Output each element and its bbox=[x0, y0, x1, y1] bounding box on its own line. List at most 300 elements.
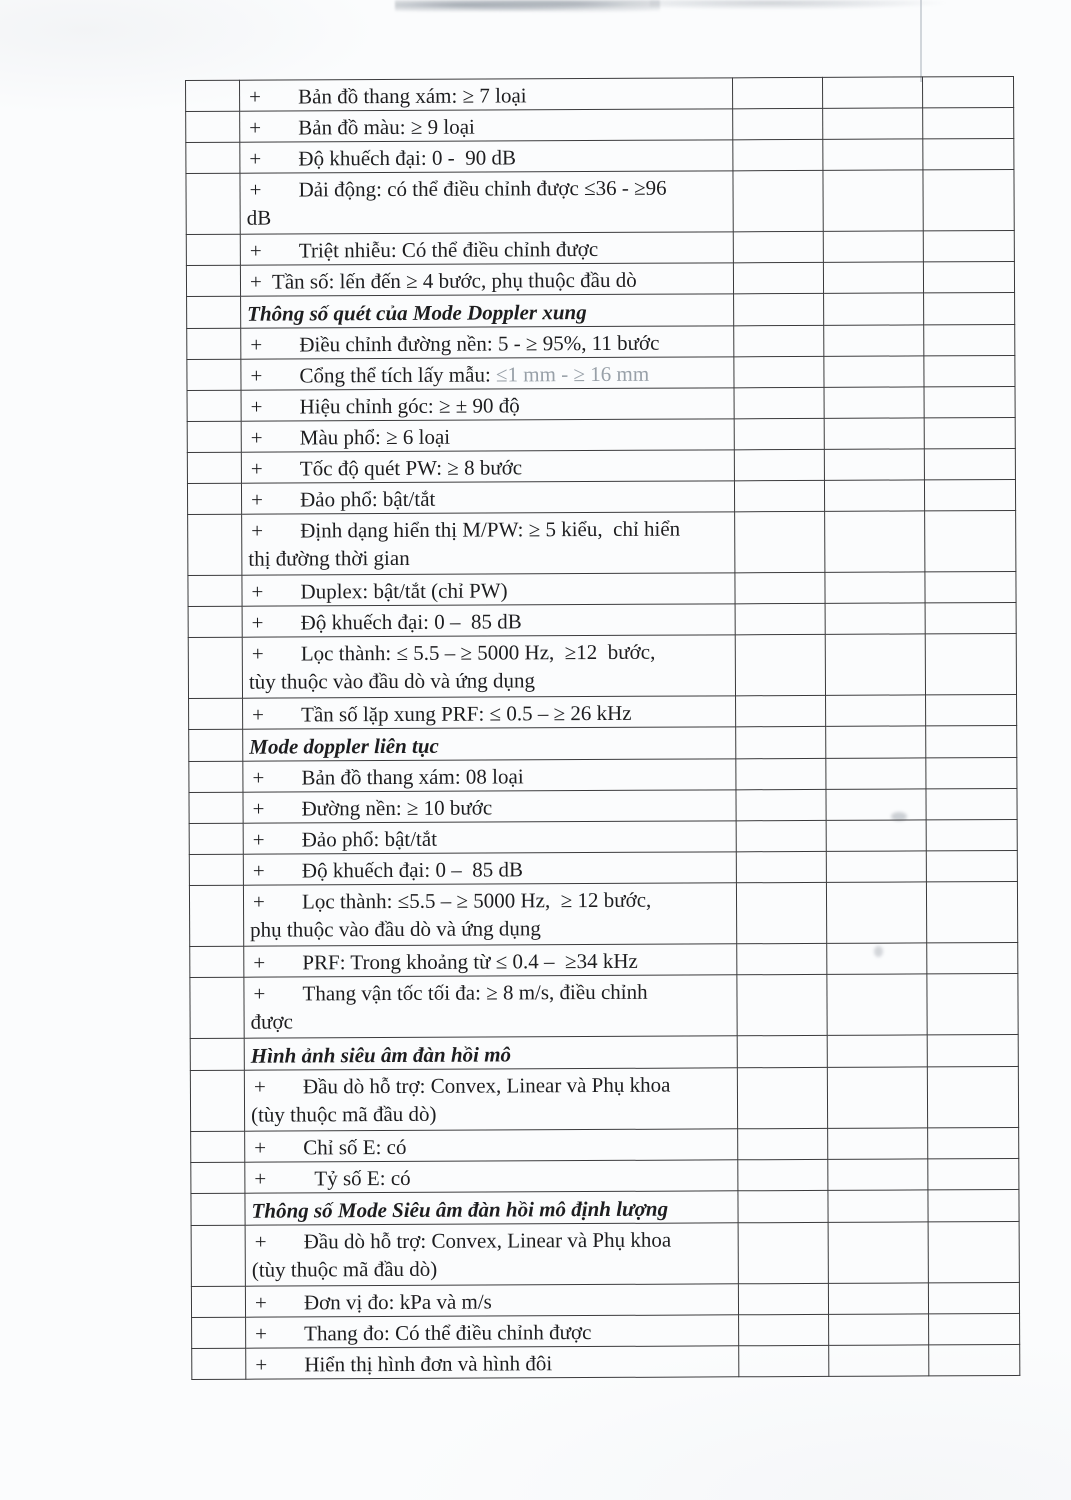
cell-empty bbox=[924, 355, 1015, 386]
table-row bbox=[188, 510, 1016, 575]
cell-index-empty bbox=[188, 606, 242, 637]
spec-line bbox=[240, 78, 732, 110]
cell-index-empty bbox=[186, 173, 240, 234]
cell-specification bbox=[241, 450, 734, 483]
spec-line bbox=[241, 232, 733, 264]
cell-empty bbox=[926, 819, 1017, 850]
table-row bbox=[186, 138, 1014, 173]
cell-specification bbox=[245, 1223, 738, 1286]
spec-text: Thang vận tốc tối đa: ≥ 8 m/s, điều chỉnh bbox=[302, 979, 648, 1006]
spec-text: Đầu dò hỗ trợ: Convex, Linear và Phụ khoa bbox=[303, 1227, 672, 1254]
cell-specification bbox=[243, 759, 736, 792]
cell-empty bbox=[824, 449, 924, 480]
table-row bbox=[187, 417, 1015, 452]
cell-index-empty bbox=[190, 1070, 244, 1131]
table-row bbox=[187, 448, 1015, 483]
cell-specification bbox=[243, 852, 736, 885]
cell-empty bbox=[924, 324, 1015, 355]
cell-index-empty bbox=[188, 637, 242, 698]
cell-empty bbox=[829, 1314, 929, 1345]
bullet-plus: + bbox=[254, 1166, 267, 1191]
cell-specification bbox=[242, 604, 735, 637]
cell-index-empty bbox=[191, 1131, 245, 1162]
spec-table bbox=[185, 76, 1020, 1380]
bullet-plus: + bbox=[249, 84, 261, 109]
table-row bbox=[187, 324, 1015, 359]
spec-line bbox=[244, 883, 736, 915]
cell-empty bbox=[825, 511, 925, 572]
spec-line bbox=[240, 140, 732, 172]
cell-specification bbox=[241, 294, 734, 328]
bullet-plus: + bbox=[254, 1290, 267, 1315]
bullet-plus: + bbox=[250, 363, 263, 388]
scan-line-artifact bbox=[920, 0, 922, 82]
cell-empty bbox=[824, 293, 924, 325]
cell-empty bbox=[924, 448, 1015, 479]
cell-index-empty bbox=[189, 698, 243, 729]
bullet-plus: + bbox=[252, 858, 265, 883]
cell-specification bbox=[243, 883, 736, 946]
bullet-plus: + bbox=[251, 610, 264, 635]
cell-index-empty bbox=[191, 1286, 245, 1317]
table-row bbox=[188, 571, 1016, 606]
spec-line bbox=[242, 481, 734, 513]
bullet-plus: + bbox=[250, 425, 263, 450]
spec-text: Dải động: có thể điều chỉnh được ≤36 - ≥96 bbox=[298, 175, 667, 202]
table-row bbox=[191, 1127, 1019, 1162]
cell-specification bbox=[243, 727, 736, 761]
spec-text: Lọc thành: ≤ 5.5 – ≥ 5000 Hz, ≥12 bước, bbox=[300, 639, 656, 666]
spec-text: Tốc độ quét PW: ≥ 8 bước bbox=[299, 455, 523, 481]
spec-text: Cổng thể tích lấy mẫu: bbox=[299, 362, 497, 388]
cell-empty bbox=[925, 510, 1016, 571]
cell-empty bbox=[735, 603, 825, 634]
cell-index-empty bbox=[189, 761, 243, 792]
cell-specification bbox=[245, 1191, 738, 1225]
cell-index-empty bbox=[186, 142, 240, 173]
cell-empty bbox=[828, 1222, 928, 1283]
cell-specification bbox=[245, 1284, 738, 1317]
bullet-plus: + bbox=[255, 1321, 268, 1346]
cell-empty bbox=[825, 634, 925, 695]
cell-empty bbox=[826, 882, 926, 943]
cell-empty bbox=[924, 386, 1015, 417]
spec-text: Độ khuếch đại: 0 – 85 dB bbox=[300, 609, 522, 635]
cell-empty bbox=[928, 1221, 1019, 1282]
scan-smudge-artifact bbox=[650, 0, 950, 10]
spec-line bbox=[246, 1346, 738, 1378]
cell-empty bbox=[922, 76, 1013, 107]
cell-empty bbox=[827, 1067, 927, 1128]
cell-empty bbox=[927, 1066, 1018, 1127]
cell-empty bbox=[734, 325, 824, 356]
bullet-plus: + bbox=[255, 1352, 268, 1377]
cell-empty bbox=[734, 480, 824, 511]
spec-text: Thang đo: Có thể điều chỉnh được bbox=[304, 1320, 592, 1346]
spec-text: Độ khuếch đại: 0 - 90 dB bbox=[298, 145, 516, 171]
cell-specification bbox=[242, 512, 735, 575]
cell-specification bbox=[241, 357, 734, 390]
scan-smudge-artifact bbox=[395, 0, 660, 14]
table-row bbox=[192, 1344, 1020, 1379]
section-header: Mode doppler liên tục bbox=[249, 733, 439, 759]
spec-text: Triệt nhiễu: Có thể điều chỉnh được bbox=[298, 236, 599, 263]
spec-text: Bản đồ thang xám: ≥ 7 loại bbox=[298, 83, 527, 109]
cell-empty bbox=[928, 1158, 1019, 1189]
cell-empty bbox=[926, 881, 1017, 942]
cell-empty bbox=[737, 1035, 827, 1067]
table-row bbox=[187, 479, 1015, 514]
cell-empty bbox=[823, 108, 923, 139]
spec-text: Điều chỉnh đường nền: 5 - ≥ 95%, 11 bước bbox=[299, 330, 660, 357]
spec-line bbox=[243, 790, 735, 822]
table-row bbox=[189, 819, 1017, 854]
cell-empty bbox=[823, 231, 923, 262]
bullet-plus: + bbox=[251, 518, 264, 543]
cell-empty bbox=[823, 262, 923, 293]
cell-empty bbox=[827, 1035, 927, 1067]
cell-empty bbox=[826, 758, 926, 789]
cell-index-empty bbox=[187, 390, 241, 421]
cell-specification bbox=[246, 1315, 739, 1348]
cell-specification bbox=[242, 635, 735, 698]
bullet-plus: + bbox=[249, 269, 262, 294]
cell-empty bbox=[926, 788, 1017, 819]
cell-specification bbox=[240, 109, 733, 142]
bullet-plus: + bbox=[252, 765, 265, 790]
spec-text: Bản đồ màu: ≥ 9 loại bbox=[298, 114, 475, 140]
cell-specification bbox=[240, 263, 733, 296]
spec-text: Duplex: bật/tắt (chỉ PW) bbox=[300, 578, 508, 604]
cell-empty bbox=[829, 1345, 929, 1376]
spec-line bbox=[244, 821, 736, 853]
cell-specification bbox=[241, 326, 734, 359]
table-row bbox=[191, 1221, 1019, 1286]
bullet-plus: + bbox=[254, 1135, 267, 1160]
table-row bbox=[190, 973, 1018, 1038]
spec-text-line2: thị đường thời gian bbox=[248, 545, 410, 571]
cell-empty bbox=[824, 325, 924, 356]
table-row bbox=[189, 757, 1017, 792]
table-row bbox=[191, 1282, 1019, 1317]
cell-index-empty bbox=[186, 80, 240, 111]
cell-specification bbox=[241, 388, 734, 421]
cell-index-empty bbox=[189, 823, 243, 854]
cell-specification bbox=[244, 1036, 737, 1070]
bullet-plus: + bbox=[254, 1229, 267, 1254]
cell-index-empty bbox=[186, 111, 240, 142]
spec-text: Tần số: lến đến ≥ 4 bước, phụ thuộc đầu dò bbox=[271, 267, 637, 294]
cell-empty bbox=[826, 851, 926, 882]
bullet-plus: + bbox=[251, 579, 264, 604]
cell-index-empty bbox=[190, 946, 244, 977]
section-header: Hình ảnh siêu âm đàn hồi mô bbox=[250, 1042, 512, 1068]
spec-line bbox=[245, 1129, 737, 1161]
cell-empty bbox=[733, 139, 823, 170]
cell-empty bbox=[827, 974, 927, 1035]
cell-empty bbox=[828, 1128, 928, 1159]
cell-specification bbox=[241, 481, 734, 514]
cell-empty bbox=[824, 418, 924, 449]
spec-text-line2: (tùy thuộc mã đầu dò) bbox=[250, 1101, 437, 1127]
cell-specification bbox=[244, 975, 737, 1038]
cell-empty bbox=[925, 633, 1016, 694]
spec-text: Đảo phổ: bật/tắt bbox=[299, 486, 436, 512]
cell-empty bbox=[826, 820, 926, 851]
spec-table-container bbox=[185, 76, 1020, 1380]
table-row bbox=[188, 602, 1016, 637]
cell-empty bbox=[923, 138, 1014, 169]
cell-index-empty bbox=[191, 1162, 245, 1193]
cell-empty bbox=[923, 261, 1014, 292]
table-row bbox=[189, 725, 1017, 761]
spec-line bbox=[240, 171, 732, 203]
cell-index-empty bbox=[186, 265, 240, 296]
cell-specification bbox=[240, 140, 733, 173]
table-row bbox=[189, 881, 1017, 946]
cell-empty bbox=[928, 1189, 1019, 1221]
cell-index-empty bbox=[187, 359, 241, 390]
spec-text: Độ khuếch đại: 0 – 85 dB bbox=[301, 857, 523, 883]
cell-empty bbox=[929, 1313, 1020, 1344]
spec-text: Đường nền: ≥ 10 bước bbox=[301, 795, 493, 821]
cell-empty bbox=[738, 1222, 828, 1283]
cell-empty bbox=[925, 602, 1016, 633]
spec-line bbox=[246, 1223, 738, 1255]
spec-line bbox=[244, 852, 736, 884]
spec-line bbox=[244, 975, 736, 1007]
spec-line bbox=[245, 1068, 737, 1100]
cell-index-empty bbox=[187, 421, 241, 452]
spec-text: Đảo phổ: bật/tắt bbox=[301, 826, 438, 852]
table-row bbox=[190, 1066, 1018, 1131]
cell-empty bbox=[738, 1283, 828, 1314]
cell-empty bbox=[923, 107, 1014, 138]
cell-empty bbox=[924, 479, 1015, 510]
bullet-plus: + bbox=[250, 332, 263, 357]
cell-empty bbox=[738, 1190, 828, 1222]
spec-text: Đầu dò hỗ trợ: Convex, Linear và Phụ khoa bbox=[302, 1072, 671, 1099]
bullet-plus: + bbox=[253, 981, 266, 1006]
spec-line bbox=[242, 450, 734, 482]
cell-index-empty bbox=[189, 885, 243, 946]
spec-text: Lọc thành: ≤5.5 – ≥ 5000 Hz, ≥ 12 bước, bbox=[301, 887, 652, 914]
cell-empty bbox=[926, 757, 1017, 788]
spec-line bbox=[243, 604, 735, 636]
spec-text-line2: được bbox=[250, 1009, 293, 1034]
spec-text: Bản đồ thang xám: 08 loại bbox=[301, 764, 524, 790]
cell-empty bbox=[736, 726, 826, 758]
spec-line bbox=[246, 1284, 738, 1316]
cell-empty bbox=[736, 758, 826, 789]
cell-empty bbox=[928, 1127, 1019, 1158]
cell-index-empty bbox=[192, 1317, 246, 1348]
cell-empty bbox=[734, 387, 824, 418]
table-row bbox=[189, 788, 1017, 823]
cell-specification bbox=[241, 419, 734, 452]
cell-empty bbox=[925, 571, 1016, 602]
cell-specification bbox=[244, 1068, 737, 1131]
cell-empty bbox=[823, 170, 923, 231]
cell-specification bbox=[240, 171, 733, 234]
cell-empty bbox=[825, 572, 925, 603]
cell-empty bbox=[928, 1282, 1019, 1313]
table-row bbox=[186, 169, 1014, 234]
cell-index-empty bbox=[191, 1225, 245, 1286]
cell-empty bbox=[923, 230, 1014, 261]
cell-index-empty bbox=[186, 234, 240, 265]
cell-empty bbox=[737, 974, 827, 1035]
bullet-plus: + bbox=[253, 1074, 266, 1099]
spec-text-line2: phụ thuộc vào đầu dò và ứng dụng bbox=[250, 916, 541, 942]
cell-empty bbox=[929, 1344, 1020, 1375]
cell-empty bbox=[739, 1345, 829, 1376]
cell-empty bbox=[735, 511, 825, 572]
cell-empty bbox=[926, 725, 1017, 757]
cell-empty bbox=[732, 77, 822, 108]
spec-line bbox=[243, 759, 735, 791]
cell-empty bbox=[736, 695, 826, 726]
cell-empty bbox=[739, 1314, 829, 1345]
table-row bbox=[189, 694, 1017, 729]
section-header: Thông số quét của Mode Doppler xung bbox=[247, 300, 587, 326]
cell-specification bbox=[243, 790, 736, 823]
bullet-plus: + bbox=[252, 827, 265, 852]
cell-index-empty bbox=[187, 328, 241, 359]
spec-line bbox=[241, 357, 733, 389]
cell-empty bbox=[733, 262, 823, 293]
cell-empty bbox=[736, 851, 826, 882]
cell-empty bbox=[824, 387, 924, 418]
cell-empty bbox=[733, 231, 823, 262]
bullet-plus: + bbox=[252, 796, 265, 821]
cell-specification bbox=[240, 232, 733, 265]
cell-empty bbox=[736, 789, 826, 820]
cell-empty bbox=[828, 1190, 928, 1222]
cell-empty bbox=[733, 170, 823, 231]
cell-empty bbox=[927, 942, 1018, 973]
table-row bbox=[192, 1313, 1020, 1348]
cell-empty bbox=[734, 418, 824, 449]
cell-empty bbox=[823, 139, 923, 170]
cell-specification bbox=[240, 78, 733, 111]
spec-text: Chỉ số E: có bbox=[303, 1134, 407, 1160]
spec-text: Đơn vị đo: kPa và m/s bbox=[303, 1289, 492, 1315]
cell-empty bbox=[826, 789, 926, 820]
bullet-plus: + bbox=[249, 115, 262, 140]
spec-text: Định dạng hiển thị M/PW: ≥ 5 kiểu, chỉ hiển bbox=[300, 516, 681, 543]
cell-index-empty bbox=[189, 792, 243, 823]
bullet-plus: + bbox=[250, 487, 263, 512]
cell-index-empty bbox=[187, 483, 241, 514]
spec-line bbox=[240, 109, 732, 141]
cell-empty bbox=[824, 480, 924, 511]
bullet-plus: + bbox=[249, 238, 262, 263]
cell-index-empty bbox=[189, 729, 243, 761]
cell-empty bbox=[828, 1159, 928, 1190]
cell-specification bbox=[245, 1160, 738, 1193]
cell-empty bbox=[737, 1067, 827, 1128]
cell-index-empty bbox=[190, 1038, 244, 1070]
cell-empty bbox=[735, 572, 825, 603]
table-row bbox=[187, 355, 1015, 390]
cell-empty bbox=[924, 417, 1015, 448]
cell-empty bbox=[923, 169, 1014, 230]
cell-empty bbox=[736, 820, 826, 851]
cell-empty bbox=[737, 943, 827, 974]
spec-line bbox=[242, 512, 734, 544]
table-row bbox=[187, 292, 1015, 328]
cell-index-empty bbox=[190, 977, 244, 1038]
spec-line bbox=[244, 944, 736, 976]
spec-text: PRF: Trong khoảng từ ≤ 0.4 – ≥34 kHz bbox=[302, 948, 638, 975]
spec-text: Tần số lặp xung PRF: ≤ 0.5 – ≥ 26 kHz bbox=[301, 700, 632, 727]
cell-empty bbox=[738, 1159, 828, 1190]
cell-empty bbox=[734, 356, 824, 387]
cell-empty bbox=[733, 108, 823, 139]
cell-empty bbox=[824, 356, 924, 387]
cell-empty bbox=[822, 77, 922, 108]
spec-line bbox=[243, 635, 735, 667]
spec-line bbox=[242, 573, 734, 605]
cell-specification bbox=[244, 944, 737, 977]
spec-line bbox=[241, 326, 733, 358]
table-row bbox=[186, 107, 1014, 142]
spec-text-line2: tùy thuộc vào đầu dò và ứng dụng bbox=[248, 668, 536, 694]
table-row bbox=[187, 386, 1015, 421]
cell-empty bbox=[828, 1283, 928, 1314]
cell-empty bbox=[924, 292, 1015, 324]
cell-index-empty bbox=[187, 296, 241, 328]
table-row bbox=[190, 1034, 1018, 1070]
cell-empty bbox=[926, 850, 1017, 881]
table-row bbox=[186, 261, 1014, 296]
spec-text: Màu phổ: ≥ 6 loại bbox=[299, 424, 451, 450]
cell-empty bbox=[827, 943, 927, 974]
cell-empty bbox=[734, 449, 824, 480]
spec-text-faded: ≤1 mm - ≥ 16 mm bbox=[495, 361, 650, 387]
spec-text: Hiển thị hình đơn và hình đôi bbox=[304, 1351, 553, 1377]
spec-text: Hiệu chỉnh góc: ≥ ± 90 độ bbox=[299, 393, 520, 419]
spec-line bbox=[241, 263, 733, 295]
cell-empty bbox=[735, 634, 825, 695]
cell-index-empty bbox=[191, 1193, 245, 1225]
cell-specification bbox=[245, 1129, 738, 1162]
cell-index-empty bbox=[187, 452, 241, 483]
cell-index-empty bbox=[192, 1348, 246, 1379]
bullet-plus: + bbox=[253, 950, 266, 975]
cell-index-empty bbox=[188, 575, 242, 606]
cell-empty bbox=[926, 694, 1017, 725]
cell-empty bbox=[826, 726, 926, 758]
table-row bbox=[190, 942, 1018, 977]
spec-line bbox=[246, 1315, 738, 1347]
section-header: Thông số Mode Siêu âm đàn hồi mô định lượng bbox=[251, 1196, 669, 1223]
cell-specification bbox=[243, 821, 736, 854]
cell-index-empty bbox=[189, 854, 243, 885]
table-row bbox=[186, 230, 1014, 265]
spec-line bbox=[245, 1160, 737, 1192]
spec-text: Tỷ số E: có bbox=[314, 1165, 411, 1191]
cell-specification bbox=[243, 696, 736, 729]
table-row bbox=[191, 1158, 1019, 1193]
cell-specification bbox=[246, 1346, 739, 1379]
bullet-plus: + bbox=[250, 456, 263, 481]
bullet-plus: + bbox=[250, 394, 263, 419]
cell-empty bbox=[927, 973, 1018, 1034]
spec-line bbox=[242, 388, 734, 420]
bullet-plus: + bbox=[252, 702, 265, 727]
